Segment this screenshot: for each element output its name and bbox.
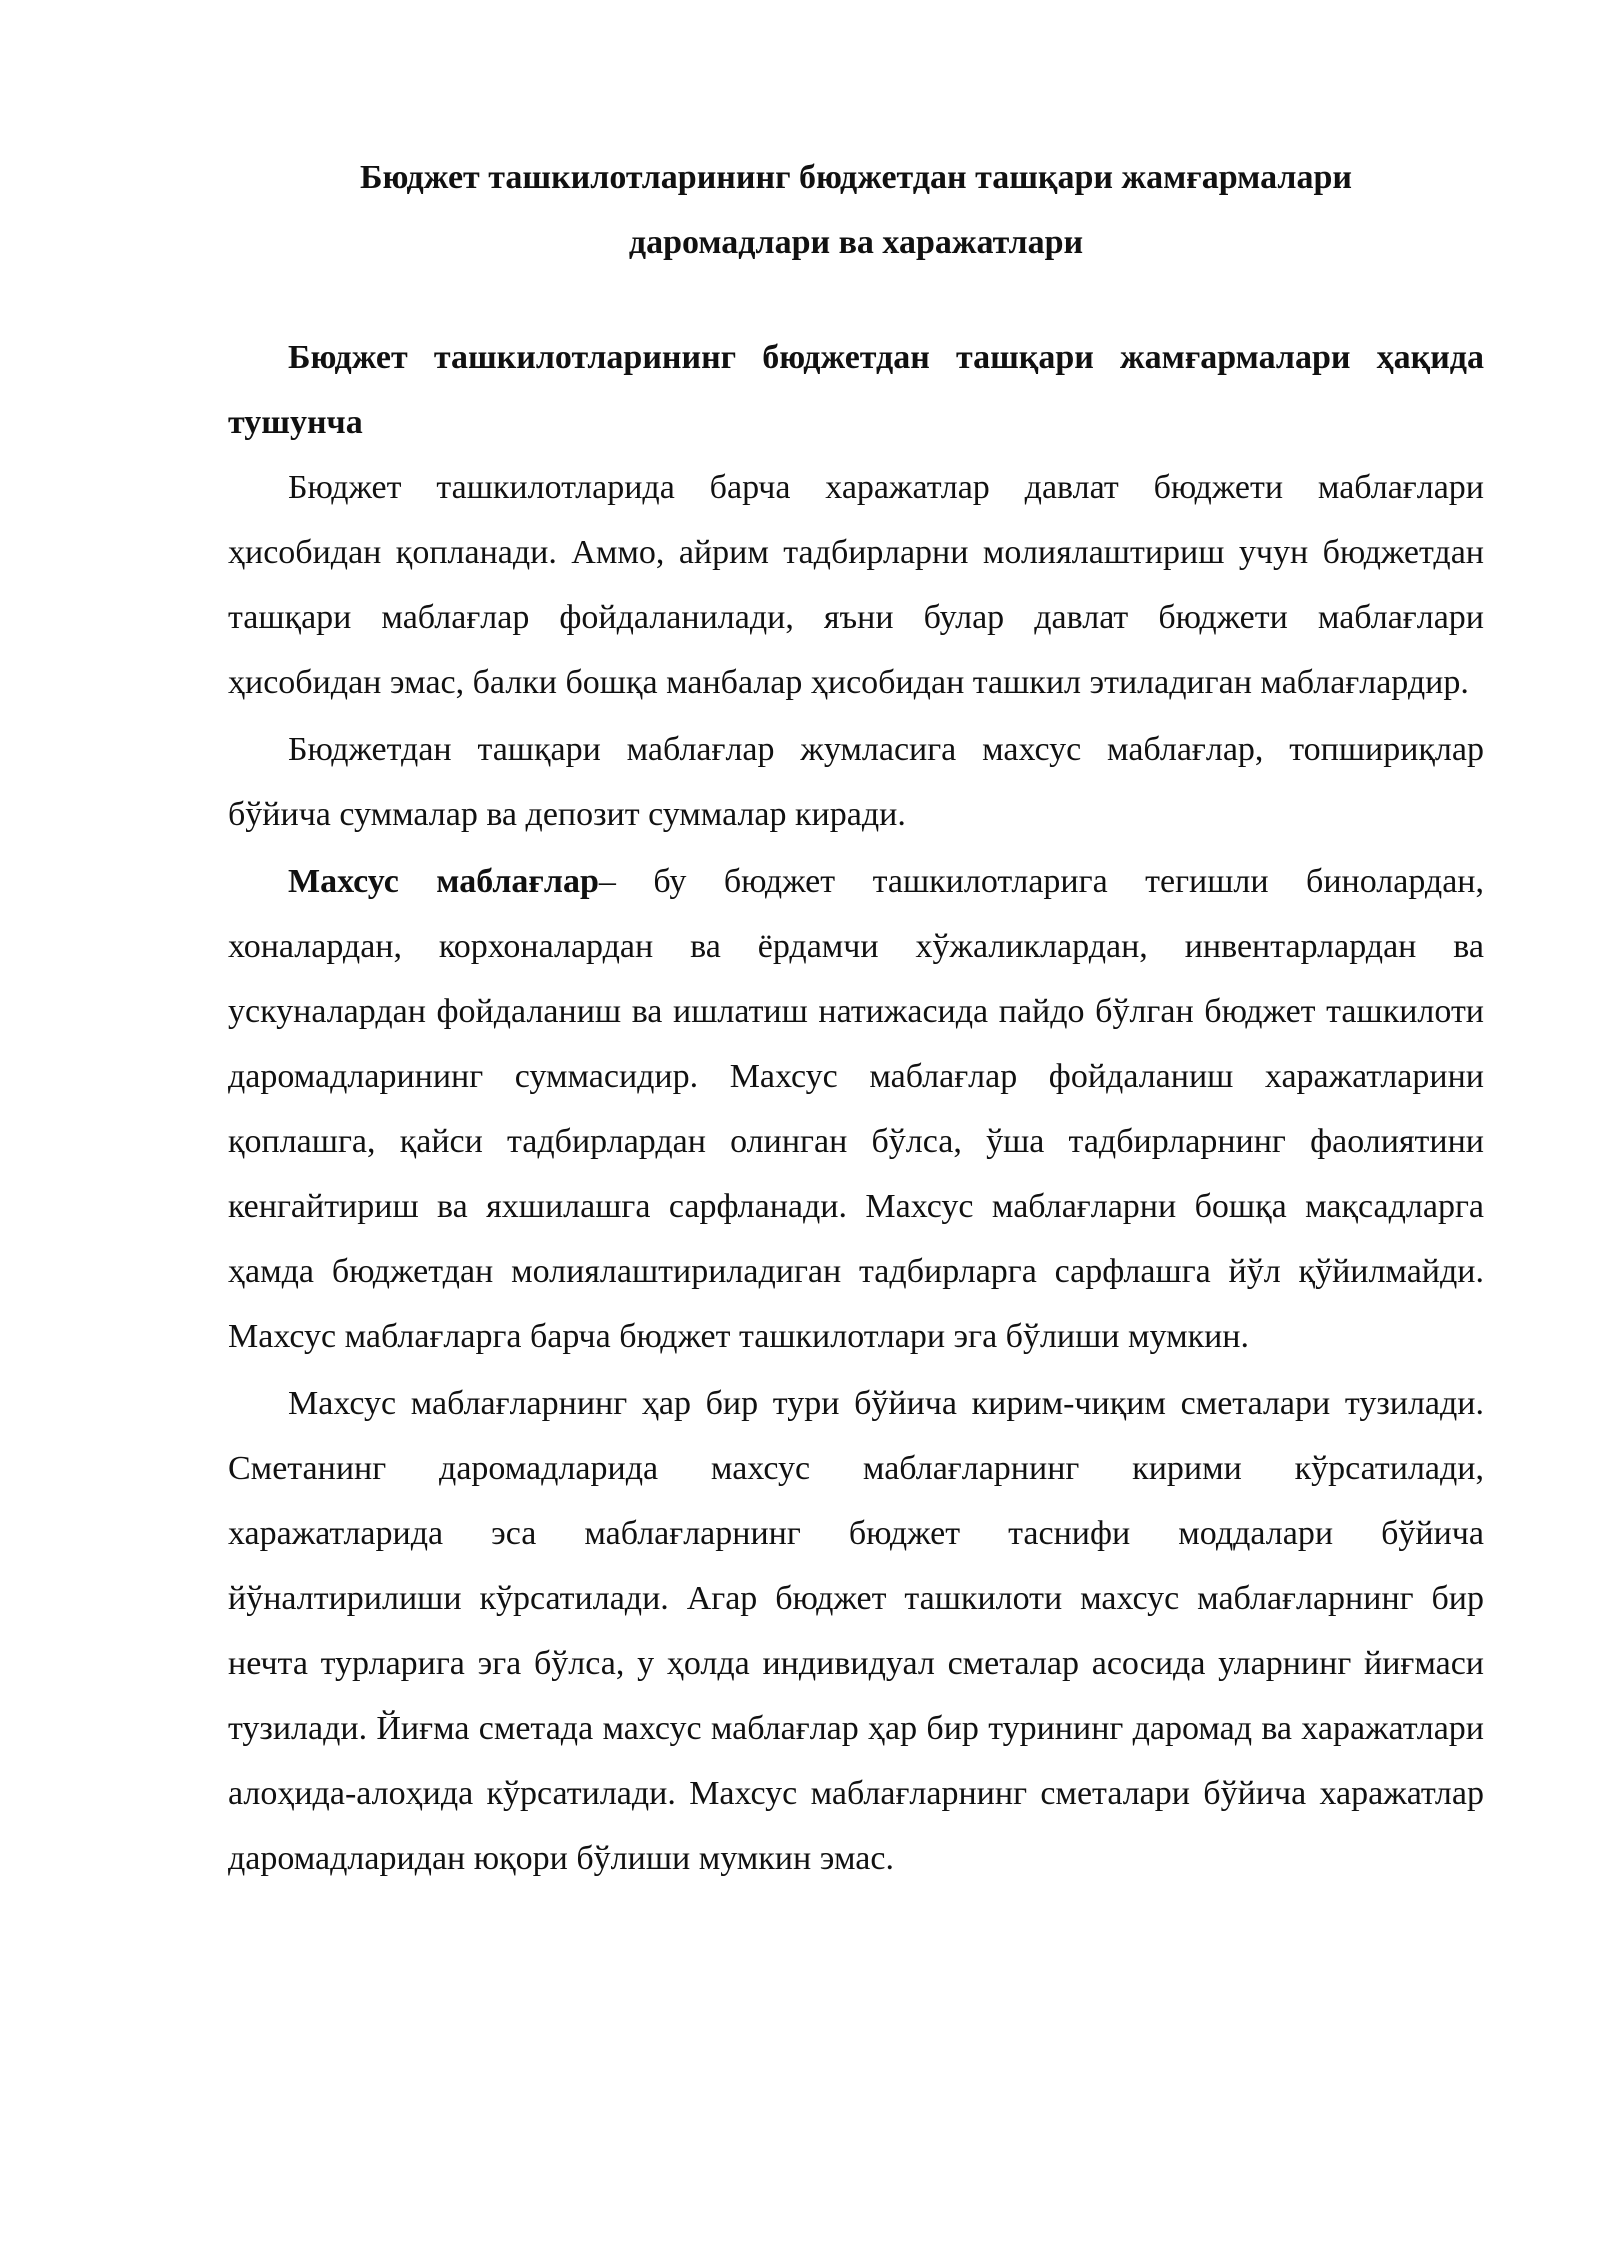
document-title-line-1: Бюджет ташкилотларининг бюджетдан ташқари жамғармалари — [360, 159, 1352, 196]
document-body — [228, 145, 1484, 1893]
paragraph-3-bold-term: Махсус маблағлар — [288, 863, 599, 900]
document-title-line-2: даромадлари ва харажатлари — [628, 224, 1084, 261]
document-title — [228, 145, 1484, 275]
paragraph-4 — [228, 1371, 1484, 1891]
paragraph-2 — [228, 717, 1484, 847]
paragraph-1-text: Бюджет ташкилотларида барча харажатлар давлат бюджети маблағлари ҳисобидан қопланади. Аммо, айрим тадбирларни молиялаштириш учун бюджетдан ташқари маблағлар фойдаланилади, яъни булар давлат бюджети маблағлари ҳисобидан эмас, балки бошқа манбалар ҳисобидан ташкил этиладиган маблағлардир. — [228, 469, 1484, 701]
section-heading: Бюджет ташкилотларининг бюджетдан ташқари жамғармалари ҳақида тушунча — [228, 339, 1484, 441]
paragraph-1 — [228, 455, 1484, 715]
paragraph-3 — [228, 849, 1484, 1369]
paragraph-2-text: Бюджетдан ташқари маблағлар жумласига махсус маблағлар, топшириқлар бўйича суммалар ва депозит суммалар киради. — [228, 731, 1484, 833]
paragraph-4-text: Махсус маблағларнинг ҳар бир тури бўйича кирим-чиқим сметалари тузилади. Сметанинг даромадларида махсус маблағларнинг кирими кўрсатилади, харажатларида эса маблағларнинг бюджет таснифи моддалари бўйича йўналтирилиши кўрсатилади. Агар бюджет ташкилоти махсус маблағларнинг бир нечта турларига эга бўлса, у ҳолда индивидуал сметалар асосида уларнинг йиғмаси тузилади. Йиғма сметада махсус маблағлар ҳар бир турининг даромад ва харажатлари алоҳида-алоҳида кўрсатилади. Махсус маблағларнинг сметалари бўйича харажатлар даромадларидан юқори бўлиши мумкин эмас. — [228, 1385, 1484, 1877]
paragraph-3-text: – бу бюджет ташкилотларига тегишли бинолардан, хоналардан, корхоналардан ва ёрдамчи хўжаликлардан, инвентарлардан ва ускуналардан фойдаланиш ва ишлатиш натижасида пайдо бўлган бюджет ташкилоти даромадларининг суммасидир. Махсус маблағлар фойдаланиш харажатларини қоплашга, қайси тадбирлардан олинган бўлса, ўша тадбирларнинг фаолиятини кенгайтириш ва яхшилашга сарфланади. Махсус маблағларни бошқа мақсадларга ҳамда бюджетдан молиялаштириладиган тадбирларга сарфлашга йўл қўйилмайди. Махсус маблағларга барча бюджет ташкилотлари эга бўлиши мумкин. — [228, 863, 1484, 1355]
